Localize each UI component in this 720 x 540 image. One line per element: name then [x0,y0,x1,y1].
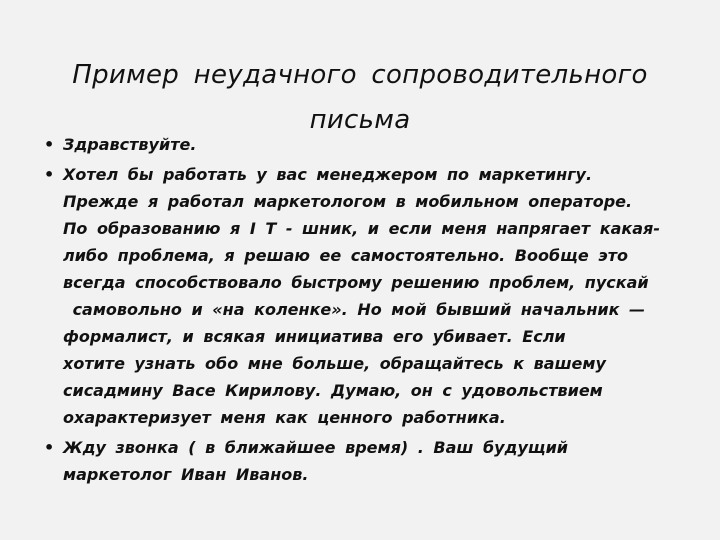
bullet-line: Хотел бы работать у вас менеджером по маркетингу. [63,165,593,184]
bullet-line: либо проблема, я решаю ее самостоятельно. Вообще это [63,246,629,265]
bullet-line: По образованию я I T - шник, и если меня напрягает какая- [63,219,660,238]
bullet-line: хотите узнать обо мне больше, обращайтесь к вашему [63,354,606,373]
bullet-list [44,131,684,491]
title-line-2: письма [309,105,411,136]
bullet-line: Здравствуйте. [63,135,197,154]
bullet-line: охарактеризует меня как ценного работника. [63,408,506,427]
bullet-body [44,161,684,431]
bullet-icon: • [44,165,55,184]
bullet-line: всегда способствовало быстрому решению проблем, пускай [63,273,649,292]
slide-title [30,53,690,143]
bullet-line: Прежде я работал маркетологом в мобильном операторе. [63,192,633,211]
bullet-greeting [44,131,684,158]
title-line-1: Пример неудачного сопроводительного [72,60,648,91]
bullet-line: Жду звонка ( в ближайшее время) . Ваш будущий [63,438,569,457]
bullet-icon: • [44,135,55,154]
bullet-icon: • [44,438,55,457]
bullet-closing [44,434,684,488]
bullet-line: формалист, и всякая инициатива его убивает. Если [63,327,566,346]
bullet-line: маркетолог Иван Иванов. [63,465,309,484]
bullet-line: самовольно и «на коленке». Но мой бывший начальник — [63,300,646,319]
bullet-line: сисадмину Васе Кирилову. Думаю, он с удовольствием [63,381,603,400]
